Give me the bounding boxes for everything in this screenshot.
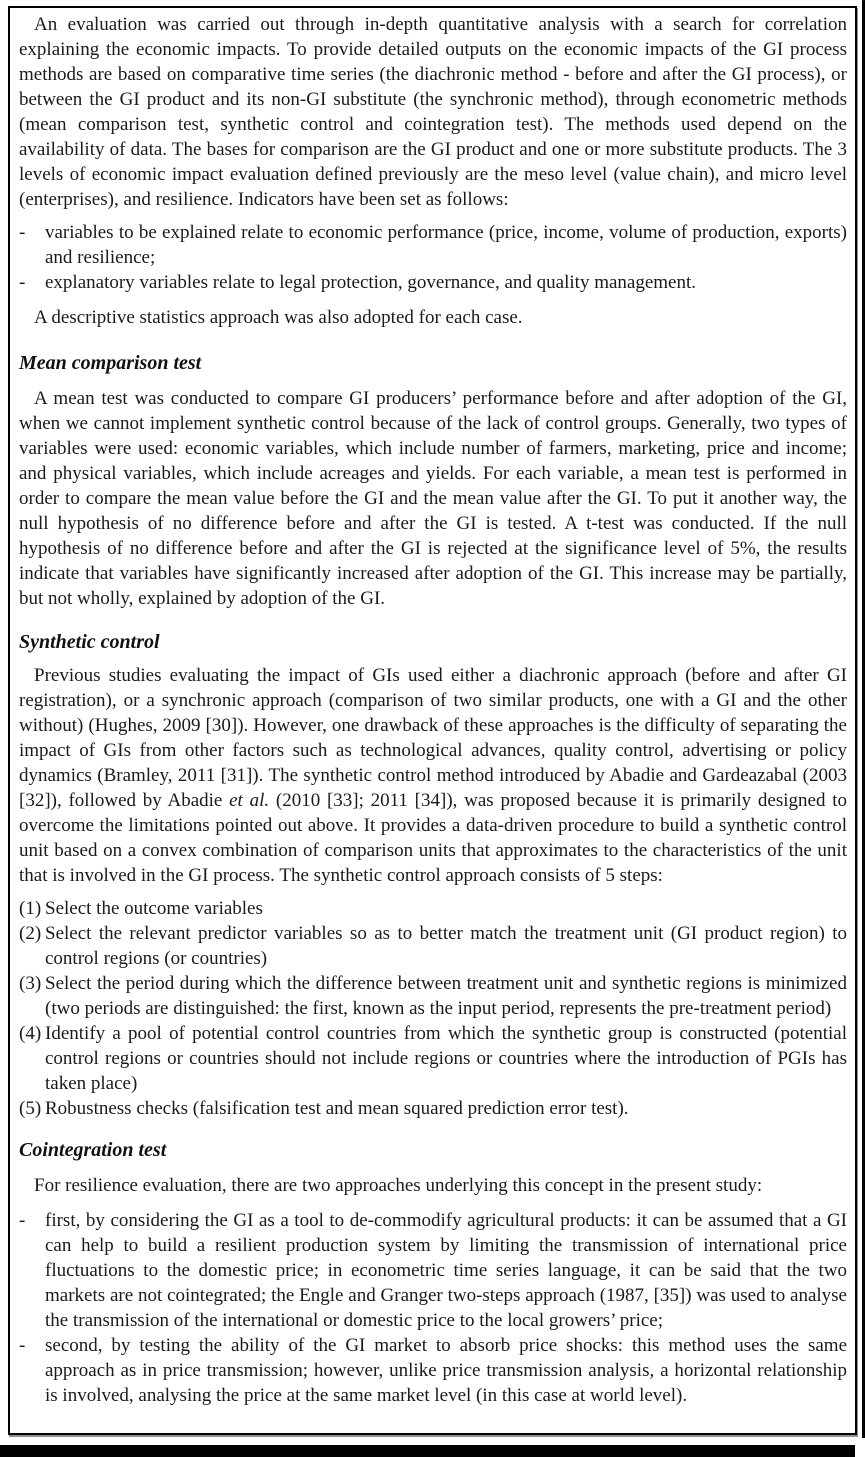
list-item — [19, 1096, 847, 1121]
paragraph-evaluation-intro: An evaluation was carried out through in-depth quantitative analysis with a search for correlation explaining the economic impacts. To provide detailed outputs on the economic impacts of the GI process methods are based on comparative time series (the diachronic method - before and after the GI process), or between the GI product and its non-GI substitute (the synchronic method), through econometric methods (mean comparison test, synthetic control and cointegration test). The methods used depend on the availability of data. The bases for comparison are the GI product and one or more substitute products. The 3 levels of economic impact evaluation defined previously are the meso level (value chain), and micro level (enterprises), and resilience. Indicators have been set as follows: — [19, 14, 847, 210]
list-item — [19, 1021, 847, 1096]
list-item-text: Robustness checks (falsification test and mean squared prediction error test). — [45, 1098, 629, 1119]
list-item-text: first, by considering the GI as a tool to de-commodify agricultural products: it can be assumed that a GI can help to build a resilient production system by limiting the transmission of international price fluctuations to the domestic price; in econometric time series language, it can be said that the two markets are not cointegrated; the Engle and Granger two-steps approach (1987, [35]) was used to analyse the transmission of the international or domestic price to the local growers’ price; — [45, 1210, 847, 1331]
list-item-text: Select the relevant predictor variables so as to better match the treatment unit (GI product region) to control regions (or countries) — [45, 923, 847, 969]
paragraph-text: Previous studies evaluating the impact of GIs used either a diachronic approach (before and after GI registration), or a synchronic approach (comparison of two similar products, one with a GI and the other without) (Hughes, 2009 [30]). However, one drawback of these approaches is the difficulty of separating the impact of GIs from other factors such as technological advances, quality control, advertising or policy dynamics (Bramley, 2011 [31]). The synthetic control method introduced by Abadie and Gardeazabal (2003 [32]), followed by Abadie — [19, 665, 847, 811]
numbered-list-synthetic-steps — [19, 896, 847, 1121]
bullet-list-indicators — [19, 220, 847, 295]
section-heading-mean-comparison: Mean comparison test — [19, 352, 202, 374]
dash-bullet: - — [19, 222, 26, 243]
paragraph-cointegration-intro: For resilience evaluation, there are two approaches underlying this concept in the present study: — [34, 1175, 763, 1196]
dash-bullet: - — [19, 272, 26, 293]
bottom-black-bar — [0, 1445, 855, 1457]
list-item — [19, 971, 847, 1021]
list-item-text: explanatory variables relate to legal protection, governance, and quality management. — [45, 272, 697, 293]
list-item — [19, 921, 847, 971]
list-item-text: Select the outcome variables — [45, 898, 263, 919]
list-item — [19, 1333, 847, 1408]
dash-bullet: - — [19, 1210, 26, 1231]
number-marker: (3) — [19, 973, 42, 994]
list-item — [19, 270, 847, 295]
list-item-text: second, by testing the ability of the GI market to absorb price shocks: this method uses the same approach as in price transmission; however, unlike price transmission analysis, a horizontal relationship is involved, analysing the price at the same market level (in this case at world level). — [45, 1335, 847, 1406]
list-item — [19, 220, 847, 270]
list-item-text: Select the period during which the difference between treatment unit and synthetic regions is minimized (two periods are distinguished: the first, known as the input period, represents the pre-treatment period) — [45, 973, 847, 1019]
section-heading-synthetic-control: Synthetic control — [19, 631, 160, 653]
number-marker: (2) — [19, 923, 42, 944]
paragraph-synthetic-control — [19, 663, 847, 888]
number-marker: (1) — [19, 898, 42, 919]
list-item-text: variables to be explained relate to economic performance (price, income, volume of production, exports) and resilience; — [45, 222, 847, 268]
section-heading-cointegration: Cointegration test — [19, 1139, 167, 1161]
text-frame — [8, 6, 857, 1435]
list-item — [19, 1208, 847, 1333]
list-item-text: Identify a pool of potential control countries from which the synthetic group is constructed (potential control regions or countries should not include regions or countries where the introduction of PGIs has taken place) — [45, 1023, 847, 1094]
bullet-list-cointegration — [19, 1208, 847, 1408]
number-marker: (5) — [19, 1098, 42, 1119]
list-item — [19, 896, 847, 921]
dash-bullet: - — [19, 1335, 26, 1356]
etal-italic: et al. — [229, 790, 270, 811]
number-marker: (4) — [19, 1023, 42, 1044]
paragraph-text: (2010 [33]; 2011 [34]), was proposed because it is primarily designed to overcome the limitations pointed out above. It provides a data-driven procedure to build a synthetic control unit based on a convex combination of comparison units that approximates to the characteristics of the unit that is involved in the GI process. The synthetic control approach consists of 5 steps: — [19, 790, 847, 886]
paragraph-mean-comparison: A mean test was conducted to compare GI producers’ performance before and after adoption of the GI, when we cannot implement synthetic control because of the lack of control groups. Generally, two types of variables were used: economic variables, which include number of farmers, marketing, price and income; and physical variables, which include acreages and yields. For each variable, a mean test is performed in order to compare the mean value before the GI and the mean value after the GI. To put it another way, the null hypothesis of no difference before and after the GI is tested. A t-test was conducted. If the null hypothesis of no difference before and after the GI is rejected at the significance level of 5%, the results indicate that variables have significantly increased after adoption of the GI. This increase may be partially, but not wholly, explained by adoption of the GI. — [19, 388, 847, 609]
paragraph-descriptive-note: A descriptive statistics approach was also adopted for each case. — [34, 307, 523, 328]
